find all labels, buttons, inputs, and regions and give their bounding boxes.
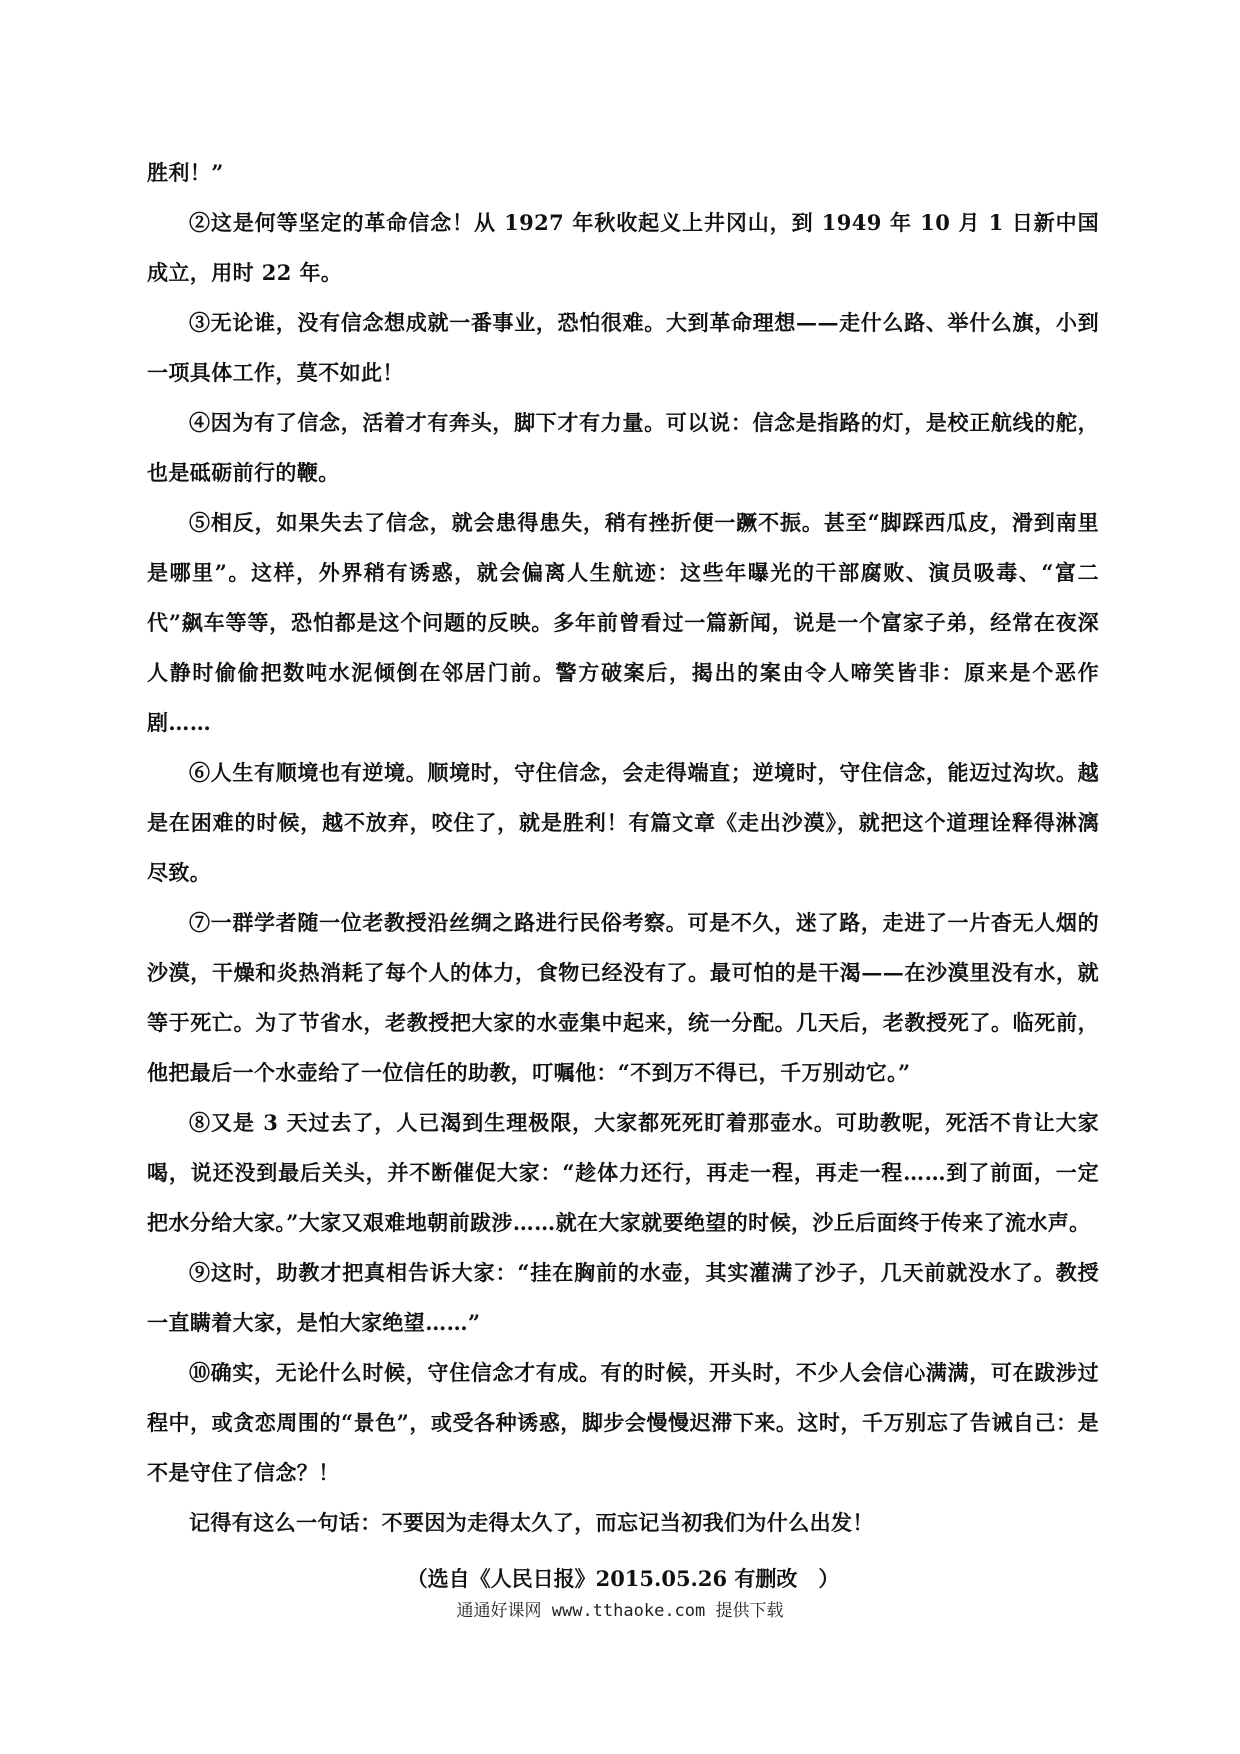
paragraph-2: ②这是何等坚定的革命信念！从 1927 年秋收起义上井冈山，到 1949 年 10 月 1 日新中国成立，用时 22 年。 xyxy=(147,210,1099,285)
page-footer: 通通好课网 www.tthaoke.com 提供下载 xyxy=(456,1601,784,1621)
closing-paragraph: 记得有这么一句话：不要因为走得太久了，而忘记当初我们为什么出发！ xyxy=(189,1510,874,1535)
paragraph-8: ⑧又是 3 天过去了，人已渴到生理极限，大家都死死盯着那壶水。可助教呢，死活不肯让大家喝，说还没到最后关头，并不断催促大家：“趁体力还行，再走一程，再走一程……到了前面，一定把水分给大家。”大家又艰难地朝前跋涉……就在大家就要绝望的时候，沙丘后面终于传来了流水声。 xyxy=(147,1110,1099,1235)
paragraph-10: ⑩确实，无论什么时候，守住信念才有成。有的时候，开头时，不少人会信心满满，可在跋涉过程中，或贪恋周围的“景色”，或受各种诱惑，脚步会慢慢迟滞下来。这时，千万别忘了告诫自己：是不是守住了信念？！ xyxy=(147,1360,1099,1485)
paragraph-9: ⑨这时，助教才把真相告诉大家：“挂在胸前的水壶，其实灌满了沙子，几天前就没水了。教授一直瞒着大家，是怕大家绝望……” xyxy=(147,1260,1099,1335)
source-citation: （选自《人民日报》2015.05.26 有删改 ） xyxy=(406,1566,840,1591)
paragraph-4: ④因为有了信念，活着才有奔头，脚下才有力量。可以说：信念是指路的灯，是校正航线的舵，也是砥砺前行的鞭。 xyxy=(147,410,1099,485)
article-body xyxy=(147,148,1099,1604)
paragraph-3: ③无论谁，没有信念想成就一番事业，恐怕很难。大到革命理想——走什么路、举什么旗，小到一项具体工作，莫不如此！ xyxy=(147,310,1099,385)
paragraph-opening-fragment: 胜利！” xyxy=(147,160,224,185)
paragraph-5: ⑤相反，如果失去了信念，就会患得患失，稍有挫折便一蹶不振。甚至“脚踩西瓜皮，滑到南里是哪里”。这样，外界稍有诱惑，就会偏离人生航迹：这些年曝光的干部腐败、演员吸毒、“富二代”飙车等等，恐怕都是这个问题的反映。多年前曾看过一篇新闻，说是一个富家子弟，经常在夜深人静时偷偷把数吨水泥倾倒在邻居门前。警方破案后，揭出的案由令人啼笑皆非：原来是个恶作剧…… xyxy=(147,510,1099,735)
paragraph-7: ⑦一群学者随一位老教授沿丝绸之路进行民俗考察。可是不久，迷了路，走进了一片杳无人烟的沙漠，干燥和炎热消耗了每个人的体力，食物已经没有了。最可怕的是干渴——在沙漠里没有水，就等于死亡。为了节省水，老教授把大家的水壶集中起来，统一分配。几天后，老教授死了。临死前，他把最后一个水壶给了一位信任的助教，叮嘱他：“不到万不得已，千万别动它。” xyxy=(147,910,1099,1085)
paragraph-6: ⑥人生有顺境也有逆境。顺境时，守住信念，会走得端直；逆境时，守住信念，能迈过沟坎。越是在困难的时候，越不放弃，咬住了，就是胜利！有篇文章《走出沙漠》，就把这个道理诠释得淋漓尽致。 xyxy=(147,760,1099,885)
